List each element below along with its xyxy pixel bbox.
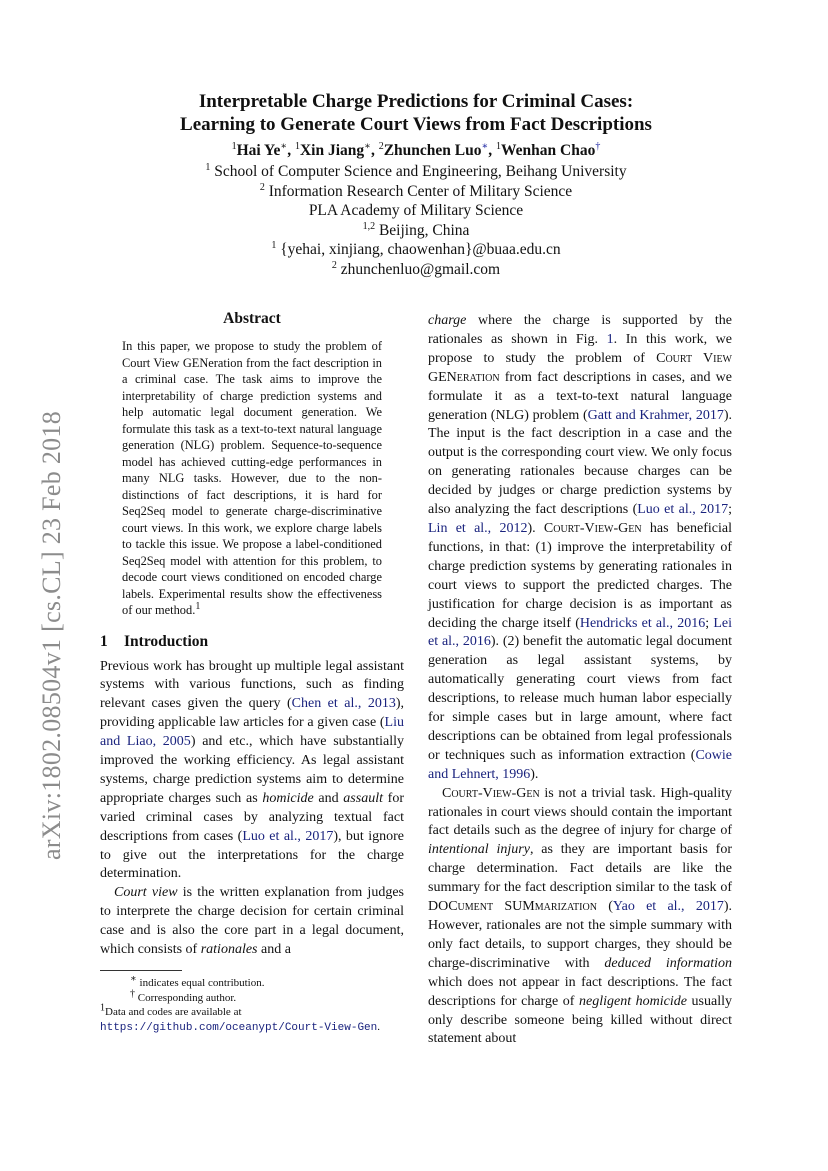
author: $^1$Hai Ye∗ [231,140,288,159]
citation-link[interactable]: Yao et al., 2017 [612,899,724,915]
arxiv-stamp: arXiv:1802.08504v1 [cs.CL] 23 Feb 2018 [37,410,66,860]
code-url-link[interactable]: https://github.com/oceanypt/Court-View-Gen [100,1021,378,1034]
citation-link[interactable]: Lin et al., 2012 [428,520,528,536]
affiliation: $^1$ School of Computer Science and Engineering, Beihang University [205,161,627,180]
email-line: $^1$ {yehai, xinjiang, chaowenhan}@buaa.edu.cn [271,240,561,259]
affiliation: $^2$ Information Research Center of Military Science [259,181,573,200]
author: $^2$Zhunchen Luo∗ [378,140,489,159]
email-line: $^2$ zhunchenluo@gmail.com [331,259,501,278]
citation-link[interactable]: Liu and Liao, 2005 [100,715,404,750]
footnote-data: 1Data and codes are available at https://github.com/oceanypt/Court-View-Gen. [100,1002,380,1034]
footnote-corresponding: † Corresponding author. [130,987,237,1004]
abstract-heading: Abstract [223,310,281,327]
section-heading: 1 Introduction [100,632,209,650]
citation-link[interactable]: Hendricks et al., 2016 [579,615,706,631]
right-column [428,312,732,1049]
affiliation: $^{1,2}$ Beijing, China [362,220,470,239]
citation-link[interactable]: Cowie and Lehnert, 1996 [428,747,732,782]
citation-link[interactable]: Lei et al., 2016 [428,615,732,650]
footnote-equal: ∗ indicates equal contribution. [130,973,265,989]
author: $^1$Wenhan Chao† [496,140,601,159]
affiliation: PLA Academy of Military Science [308,202,524,220]
intro-paragraph-2: Court view is the written explanation from judges to interprete the charge decision for certain criminal case and is also the core part in a legal document, which consists of rationales and a [100,885,404,958]
intro-paragraph-3: charge where the charge is supported by the rationales as shown in Fig. 1. In this work, we propose to study the problem of Court View GENeration from fact descriptions in cases, and we formulate it as a text-to-text natural language generation (NLG) problem (Gatt and Krahmer, 2017). The input is the fact description in a case and the output is the corresponding court view. We only focus on generating rationales because charges can be decided by judges or charge prediction systems by also analyzing the fact descriptions (Luo et al., 2017; Lin et al., 2012). Court-View-Gen has beneficial functions, in that: (1) improve the interpretability of charge prediction systems by generating rationales in court views to support the predicted charges. The justification for charge decision is as important as deciding the charge itself (Hendricks et al., 2016; Lei et al., 2016). (2) benefit the automatic legal document generation as legal assistant systems, by automatically generating court views from fact descriptions, to release much human labor especially for simple cases but in large amount, where fact descriptions can be obtained from legal professionals or techniques such as information extraction (Cowie and Lehnert, 1996). [428,313,732,782]
abstract-body: In this paper, we propose to study the problem of Court View GENeration from the fact description in a criminal case. The task aims to improve the interpretability of charge prediction systems and help automatic legal document generation. We formulate this task as a text-to-text natural language generation (NLG) problem. Sequence-to-sequence model has achieved cutting-edge performances in many NLG tasks. However, due to the non-distinctions of fact descriptions, it is hard for Seq2Seq model to generate charge-discriminative court views. In this work, we explore charge labels to tackle this issue. We propose a label-conditioned Seq2Seq model with attention for this problem, to decode court views conditioned on encoded charge labels. Experimental results show the effectiveness of our method.$^1$ [122,339,382,617]
intro-paragraph-1: Previous work has brought up multiple legal assistant systems with various functions, such as finding relevant cases given the query (Chen et al., 2013), providing applicable law articles for a given case (Liu and Liao, 2005) and etc., which have substantially improved the working efficiency. As legal assistant systems, charge prediction systems aim to determine appropriate charges such as homicide and assault for varied criminal cases by analyzing textual fact descriptions from cases (Luo et al., 2017), but ignore to give out the interpretations for the charge determination. [100,658,405,882]
paper-header [100,90,732,280]
title-line-2: Learning to Generate Court Views from Fact Descriptions [180,114,652,135]
title-line-1: Interpretable Charge Predictions for Criminal Cases: [198,91,634,112]
citation-link[interactable]: Chen et al., 2013 [291,696,396,712]
footnote-marker: 1 [195,600,201,612]
footnote-divider [100,970,182,971]
intro-paragraph-4: Court-View-Gen is not a trivial task. High-quality rationales in court views should contain the important fact details such as the degree of injury for charge of intentional injury, as they are important basis for charge determination. Fact details are like the summary for the fact description similar to the task of DOCument SUMmarization (Yao et al., 2017). However, rationales are not the simple summary with only fact details, to support charges, they should be charge-discriminative with deduced information which does not appear in fact descriptions. The fact descriptions for charge of negligent homicide usually only describe someone being killed without direct statement about [428,785,732,1047]
citation-link[interactable]: Luo et al., 2017 [637,502,729,518]
author: $^1$Xin Jiang∗ [294,140,371,159]
left-column [100,310,404,1035]
citation-link[interactable]: Luo et al., 2017 [242,828,334,844]
paper-title [100,90,732,136]
citation-link[interactable]: Gatt and Krahmer, 2017 [587,407,724,423]
figure-link[interactable]: 1 [606,331,614,347]
author-list: $^1$Hai Ye∗, $^1$Xin Jiang∗, $^2$Zhunchen Luo∗, $^1$Wenhan Chao† [231,140,601,159]
